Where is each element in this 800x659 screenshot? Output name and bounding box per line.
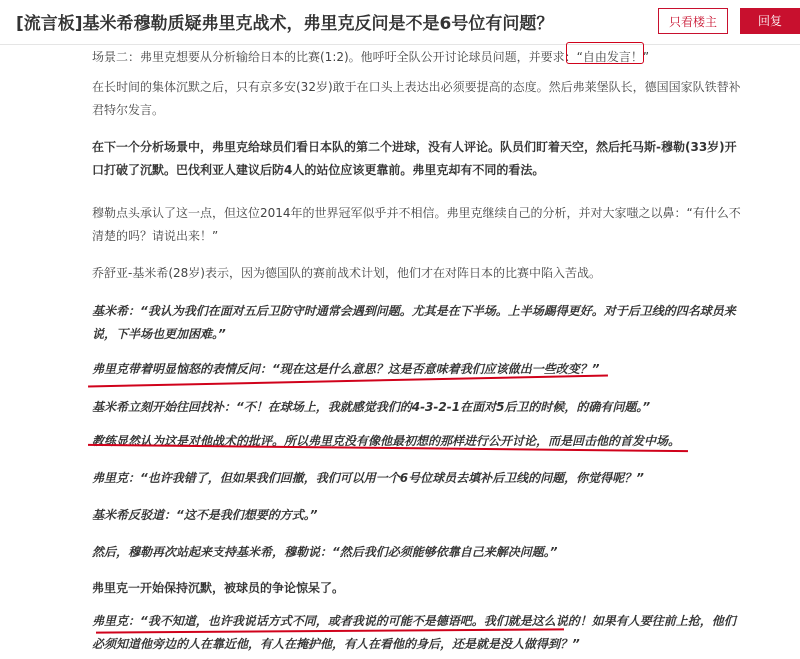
thread-title: [流言板]基米希穆勒质疑弗里克战术，弗里克反问是不是6号位有问题？ [16,14,554,34]
paragraph: 在长时间的集体沉默之后，只有京多安(32岁)敢于在口头上表达出必须要提高的态度。然后弗莱堡队长，德国国家队铁替补君特尔发言。 [92,80,741,117]
paragraph: 乔舒亚-基米希(28岁)表示，因为德国队的赛前战术计划，他们才在对阵日本的比赛中陷入苦战。 [92,266,601,280]
paragraph: 在下一个分析场景中，弗里克给球员们看日本队的第二个进球，没有人评论。队员们盯着天空，然后托马斯-穆勒(33岁)开口打破了沉默。巴伐利亚人建议后防4人的站位应该更靠前。弗里克却有不同的看法。 [92,140,737,177]
reply-button[interactable]: 回复 [740,8,800,34]
paragraph: 基米希反驳道：“这不是我们想要的方式。” [92,508,318,522]
paragraph: 弗里克：“也许我错了，但如果我们回撤，我们可以用一个6号位球员去填补后卫线的问题，你觉得呢？” [92,471,644,485]
paragraph: 弗里克一开始保持沉默，被球员的争论惊呆了。 [92,581,345,595]
highlight-box [566,42,644,64]
paragraph: 弗里克：“我不知道，也许我说话方式不同，或者我说的可能不是德语吧。我们就是这么说的！如果有人要往前上抢，他们必须知道他旁边的人在靠近他，有人在掩护他，有人在看他的身后，还是就是没人做得到？” [92,614,736,651]
paragraph: 教练显然认为这是对他战术的批评。所以弗里克没有像他最初想的那样进行公开讨论，而是回击他的首发中场。 [92,434,681,448]
paragraph: 弗里克带着明显恼怒的表情反问：“现在这是什么意思？这是否意味着我们应该做出一些改变？” [92,362,600,376]
thread-header [0,0,800,45]
paragraph: 场景二：弗里克想要从分析输给日本的比赛(1:2)。他呼吁全队公开讨论球员问题，并要求：“自由发言！” [92,50,650,64]
paragraph: 基米希：“我认为我们在面对五后卫防守时通常会遇到问题。尤其是在下半场。上半场踢得更好。对于后卫线的四名球员来说，下半场也更加困难。” [92,304,736,341]
only-author-button[interactable]: 只看楼主 [658,8,728,34]
paragraph: 然后，穆勒再次站起来支持基米希，穆勒说：“然后我们必须能够依靠自己来解决问题。” [92,545,558,559]
paragraph: 穆勒点头承认了这一点，但这位2014年的世界冠军似乎并不相信。弗里克继续自己的分析，并对大家嗤之以鼻：“有什么不清楚的吗？请说出来！” [92,206,741,243]
paragraph: 基米希立刻开始往回找补：“不！在球场上，我就感觉我们的4-3-2-1在面对5后卫的时候，的确有问题。” [92,400,651,414]
